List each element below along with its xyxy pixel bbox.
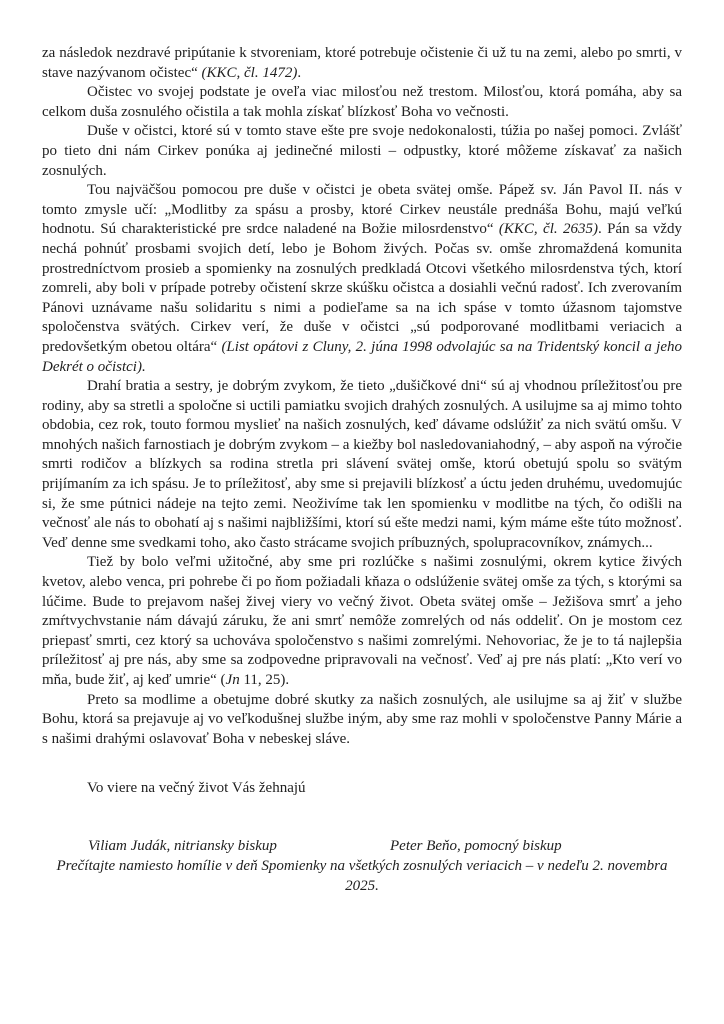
footnote-instruction: Prečítajte namiesto homílie v deň Spomienky na všetkých zosnulých veriacich – v nedeľu 2. novembra 2025. [56, 857, 668, 894]
document-content [42, 44, 682, 896]
body-text: Preto sa modlime a obetujme dobré skutky za našich zosnulých, ale usilujme sa aj žiť v službe Bohu, ktorá sa prejavuje aj vo veľkodušnej službe iným, aby sme raz mohli v spoločenstve Panny Márie a s našimi drahými oslavovať Boha v nebeskej sláve. [42, 691, 682, 747]
body-text: za následok nezdravé pripútanie k stvoreniam, ktoré potrebuje očistenie či už tu na zemi, alebo po smrti, v stave nazývanom očistec“ [42, 45, 682, 81]
signature-right: Peter Beňo, pomocný biskup [390, 837, 562, 854]
citation-text: (KKC, čl. 2635) [498, 221, 598, 238]
citation-text: Jn [225, 672, 240, 688]
body-text: 11, 25). [239, 672, 290, 688]
body-text: Očistec vo svojej podstate je oveľa viac milosťou než trestom. Milosťou, ktorá pomáha, aby sa celkom duša zosnulého očistila a tak mohla získať blízkosť Boha vo večnosti. [42, 84, 682, 120]
document-body [42, 44, 682, 749]
citation-text: (KKC, čl. 1472) [201, 64, 298, 81]
paragraph-5 [42, 377, 682, 553]
body-text: Drahí bratia a sestry, je dobrým zvykom, že tieto „dušičkové dni“ sú aj vhodnou príležitosťou pre rodiny, aby sa stretli a spoločne si uctili pamiatku svojich drahých zosnulých. A usilujme sa aj mimo tohto obdobia, cez rok, touto formou myslieť na našich zosnulých, keď dávame odslúžiť za nich svätú omšu. V mnohých našich farnostiach je dobrým zvykom – a kiežby bol nasledovaniahodný, – aby aspoň na výročie smrti rodičov a blízkych sa rodina stretla pri slávení svätej omše, ktorú obetujú spolu so svätým prijímaním za ich spásu. Je to príležitosť, aby sme si prejavili blízkosť a úctu jeden druhému, uvedomujúc si, že sme pútnici nádeje na tejto zemi. Neoživíme tak len spomienku v modlitbe na tých, čo odišli na večnosť ale nás to obohatí aj s našimi najbližšími, ktorí sú ešte medzi nami, kým máme ešte túto možnosť. Veď denne sme svedkami toho, ako často strácame svojich príbuzných, spolupracovníkov, známych... [42, 378, 682, 551]
body-text: Tou najväčšou pomocou pre duše v očistci je obeta svätej omše. Pápež sv. Ján Pavol II. nás v tomto zmysle učí: „Modlitby za spásu a prosby, ktoré Cirkev neustále prednáša Bohu, majú veľkú hodnotu. Sú charakteristické pre srdce naladené na Božie milosrdenstvo“ [42, 182, 682, 238]
paragraph-1 [42, 44, 682, 83]
body-text: Duše v očistci, ktoré sú v tomto stave ešte pre svoje nedokonalosti, túžia po našej pomoci. Zvlášť po tieto dni nám Cirkev ponúka aj jedinečné milosti – odpustky, ktoré môžeme získavať za našich zosnulých. [42, 123, 682, 179]
body-text: . [297, 64, 302, 81]
body-text: . Pán sa vždy nechá pohnúť prosbami svojich detí, lebo je Bohom živých. Počas sv. omše zhromaždená komunita prostredníctvom prosieb a spomienky na zosnulých predkladá Otcovi všetkého milosrdenstva tých, ktorí zomreli, aby boli v prípade potreby očistení skrze skúšku očistca a dosiahli večnú radosť. Ich zverovaním Pánovi uznávame našu solidaritu s nimi a podieľame sa na ich spáse v tomto úžasnom tajomstve spoločenstva svätých. Cirkev verí, že duše v očistci „sú podporované modlitbami veriacich a predovšetkým obetou oltára“ [42, 221, 683, 355]
signature-row [42, 837, 682, 857]
paragraph-2 [42, 83, 682, 122]
paragraph-7 [42, 691, 682, 750]
signature-left: Viliam Judák, nitriansky biskup [88, 837, 277, 854]
paragraph-3 [42, 122, 682, 181]
paragraph-6 [42, 553, 682, 690]
body-text: Tiež by bolo veľmi užitočné, aby sme pri rozlúčke s našimi zosnulými, okrem kytice živých kvetov, alebo venca, pri pohrebe či po ňom požiadali kňaza o odslúženie svätej omše za tých, s ktorými sa lúčime. Bude to prejavom našej živej viery vo večný život. Obeta svätej omše – Ježišova smrť a jeho zmŕtvychvstanie nám dávajú záruku, že ani smrť nemôže zomrelých od nás oddeliť. On je mostom cez priepasť smrti, cez ktorý sa uchováva spoločenstvo s našimi zomrelými. Nehovoriac, že je to tá najlepšia príležitosť aj pre nás, aby sme sa zodpovedne pripravovali na večnosť. Veď aj pre nás platí: „Kto verí vo mňa, bude žiť, aj keď umrie“ ( [42, 554, 682, 688]
closing-line: Vo viere na večný život Vás žehnajú [87, 780, 306, 797]
citation-text: (List opátovi z Cluny, 2. júna 1998 odvolajúc sa na Tridentský koncil a jeho Dekrét o očistci). [42, 338, 682, 375]
paragraph-4 [42, 181, 682, 377]
